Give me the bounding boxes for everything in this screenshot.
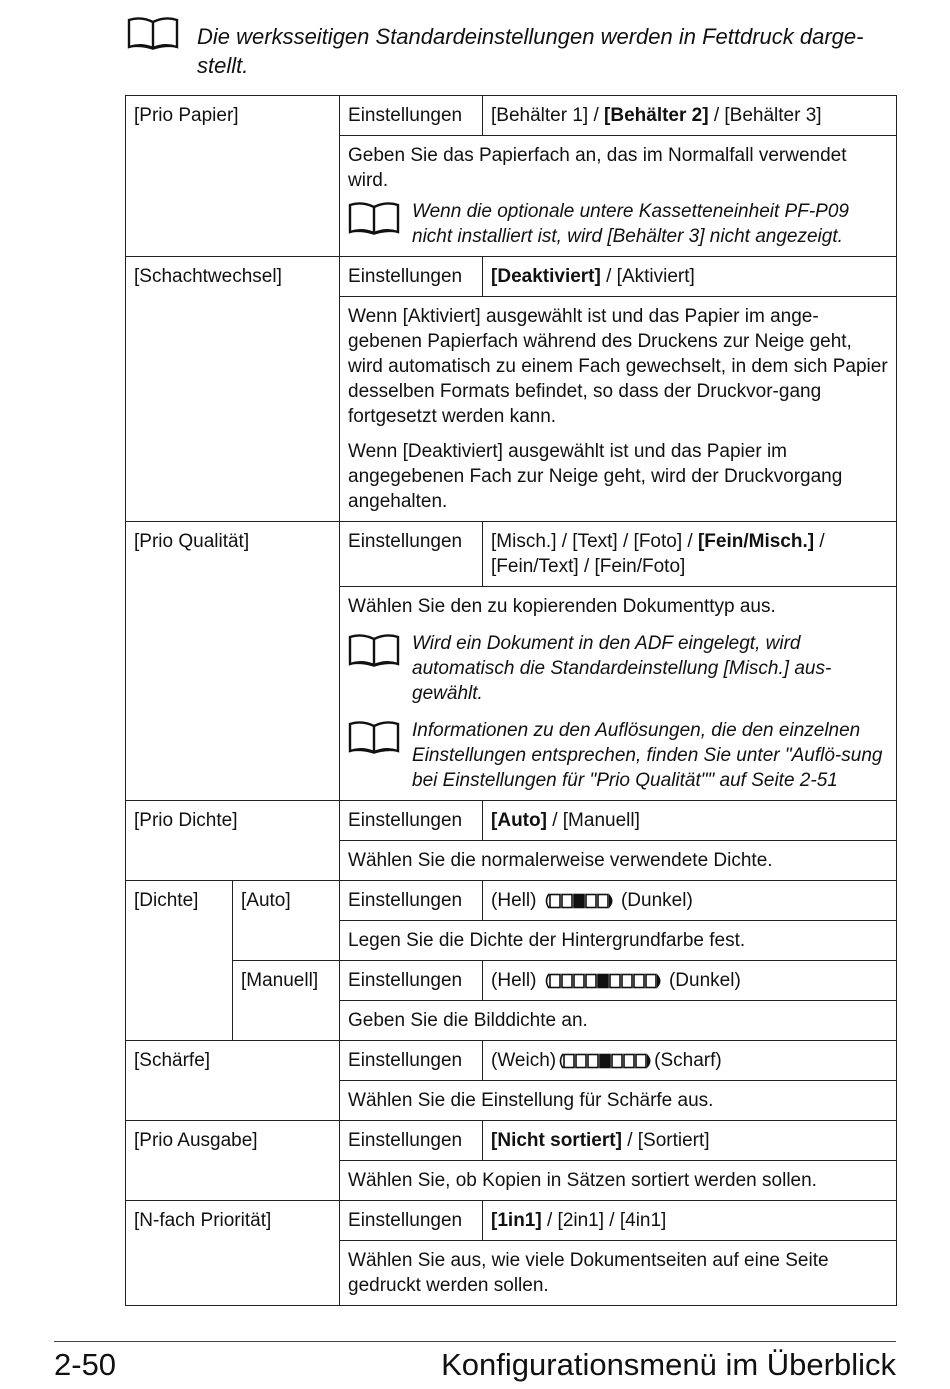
book-icon (348, 201, 400, 249)
setting-description (340, 136, 897, 257)
settings-label: Einstellungen (340, 1121, 483, 1161)
setting-description: Wählen Sie, ob Kopien in Sätzen sortiert werden sollen. (340, 1161, 897, 1201)
setting-description: Wählen Sie die normalerweise verwendete Dichte. (340, 841, 897, 881)
inline-note (348, 199, 888, 249)
table-row (126, 257, 897, 297)
note-text: Wird ein Dokument in den ADF eingelegt, wird automatisch die Standardeinstellung [Misch.] aus-gewählt. (412, 633, 832, 704)
gauge-step (550, 895, 560, 908)
option-text: / [Fein/Text] / [Fein/Foto] (491, 531, 825, 577)
gauge-left-label: (Weich) (491, 1050, 557, 1071)
settings-values (483, 96, 897, 136)
gauge-step (576, 1055, 586, 1068)
gauge-step (588, 1055, 598, 1068)
table-row (126, 1121, 897, 1161)
table-row (126, 881, 897, 921)
default-option: [Auto] (491, 810, 547, 831)
option-text: [Behälter 1] (491, 105, 589, 126)
gauge-step (574, 975, 584, 988)
gauge-left-label: (Hell) (491, 890, 537, 911)
table-row (126, 1201, 897, 1241)
sharpness-gauge-icon (558, 1053, 652, 1069)
settings-values (483, 1041, 897, 1081)
description-text: Wenn [Aktiviert] ausgewählt ist und das Papier im ange-gebenen Papierfach während des Druckens zur Neige geht, wird automatisch zu einem Fach gewechselt, in dem sich Papier desselben Formats befindet, so dass der Druckvor-gang fortgesetzt werden kann. (348, 306, 888, 427)
sub-setting-name: [Auto] (233, 881, 340, 961)
setting-name: [Prio Papier] (126, 96, 340, 257)
gauge-step (624, 1055, 634, 1068)
default-option: [Nicht sortiert] (491, 1130, 622, 1151)
option-text: / [2in1] / [4in1] (541, 1210, 667, 1231)
setting-description (340, 587, 897, 801)
page-number: 2-50 (54, 1347, 117, 1382)
gauge-step (600, 1055, 610, 1068)
footer-title: Konfigurationsmenü im Überblick (441, 1347, 896, 1382)
gauge-right-label: (Scharf) (654, 1050, 722, 1071)
setting-description: Wählen Sie die Einstellung für Schärfe aus. (340, 1081, 897, 1121)
default-option: [Deaktiviert] (491, 266, 601, 287)
gauge-step (612, 1055, 622, 1068)
gauge-left-label: (Hell) (491, 970, 537, 991)
description-text: Wählen Sie den zu kopierenden Dokumenttyp aus. (348, 596, 776, 617)
setting-description: Legen Sie die Dichte der Hintergrundfarbe fest. (340, 921, 897, 961)
setting-description: Geben Sie die Bilddichte an. (340, 1001, 897, 1041)
gauge-step (564, 1055, 574, 1068)
settings-label: Einstellungen (340, 257, 483, 297)
setting-name: [Schärfe] (126, 1041, 340, 1121)
settings-label: Einstellungen (340, 881, 483, 921)
settings-values (483, 1201, 897, 1241)
gauge-cap (546, 894, 549, 908)
table-row (126, 1041, 897, 1081)
settings-label: Einstellungen (340, 1041, 483, 1081)
gauge-step (586, 895, 596, 908)
settings-values (483, 1121, 897, 1161)
table-row (126, 522, 897, 587)
gauge-step (646, 975, 656, 988)
book-icon (127, 16, 179, 56)
setting-name: [Schachtwechsel] (126, 257, 340, 522)
sub-setting-name: [Manuell] (233, 961, 340, 1041)
gauge-step (586, 975, 596, 988)
setting-name: [Dichte] (126, 881, 233, 1041)
book-icon (348, 633, 400, 706)
settings-table (125, 95, 897, 1306)
option-text: / [Sortiert] (621, 1130, 710, 1151)
density-gauge-icon (544, 973, 662, 989)
settings-values (483, 801, 897, 841)
gauge-right-label: (Dunkel) (668, 970, 741, 991)
settings-label: Einstellungen (340, 96, 483, 136)
default-option: [1in1] (491, 1210, 542, 1231)
inline-note (348, 718, 888, 793)
default-option: [Fein/Misch.] (697, 531, 815, 552)
gauge-step (562, 975, 572, 988)
setting-description (340, 297, 897, 522)
gauge-step (598, 895, 608, 908)
gauge-cap (647, 1054, 651, 1068)
option-text: [Misch.] / [Text] / [Foto] / (491, 531, 698, 552)
option-text: / (588, 105, 605, 126)
setting-name: [Prio Qualität] (126, 522, 340, 801)
description-text: Geben Sie das Papierfach an, das im Normalfall verwendet wird. (348, 145, 847, 191)
setting-name: [N-fach Priorität] (126, 1201, 340, 1306)
gauge-right-label: (Dunkel) (620, 890, 693, 911)
gauge-step (636, 1055, 646, 1068)
table-row (126, 801, 897, 841)
gauge-step (610, 975, 620, 988)
table-row (126, 96, 897, 136)
description-text: Wenn [Deaktiviert] ausgewählt ist und das Papier im angegebenen Fach zur Neige geht, wird der Druckvorgang angehalten. (348, 441, 843, 512)
gauge-step (622, 975, 632, 988)
note-text: Informationen zu den Auflösungen, die den einzelnen Einstellungen entsprechen, finden Sie unter "Auflö-sung bei Einstellungen für "Prio Qualität"" auf Seite 2-51 (412, 720, 883, 791)
gauge-step (598, 975, 608, 988)
settings-values (483, 961, 897, 1001)
footer-divider (54, 1341, 896, 1342)
settings-label: Einstellungen (340, 522, 483, 587)
setting-name: [Prio Dichte] (126, 801, 340, 881)
default-option: [Behälter 2] (604, 105, 709, 126)
gauge-step (634, 975, 644, 988)
gauge-step (574, 895, 584, 908)
setting-name: [Prio Ausgabe] (126, 1121, 340, 1201)
gauge-cap (609, 894, 613, 908)
option-text: / [Aktiviert] (600, 266, 695, 287)
settings-values (483, 257, 897, 297)
option-text: / [Behälter 3] (708, 105, 822, 126)
density-gauge-icon (544, 893, 614, 909)
settings-label: Einstellungen (340, 961, 483, 1001)
settings-values (483, 522, 897, 587)
option-text: / [Manuell] (546, 810, 640, 831)
gauge-cap (561, 1054, 564, 1068)
note-text: Wenn die optionale untere Kassetteneinheit PF-P09 nicht installiert ist, wird [Behälter 3] nicht angezeigt. (412, 201, 849, 247)
gauge-cap (546, 974, 549, 988)
header-note-text: Die werksseitigen Standardeinstellungen werden in Fettdruck darge- stellt. (197, 24, 864, 78)
settings-label: Einstellungen (340, 801, 483, 841)
gauge-step (562, 895, 572, 908)
inline-note (348, 631, 888, 706)
gauge-step (550, 975, 560, 988)
settings-values (483, 881, 897, 921)
settings-label: Einstellungen (340, 1201, 483, 1241)
gauge-cap (657, 974, 661, 988)
table-row (126, 961, 897, 1001)
setting-description: Wählen Sie aus, wie viele Dokumentseiten auf eine Seite gedruckt werden sollen. (340, 1241, 897, 1306)
book-icon (348, 720, 400, 793)
